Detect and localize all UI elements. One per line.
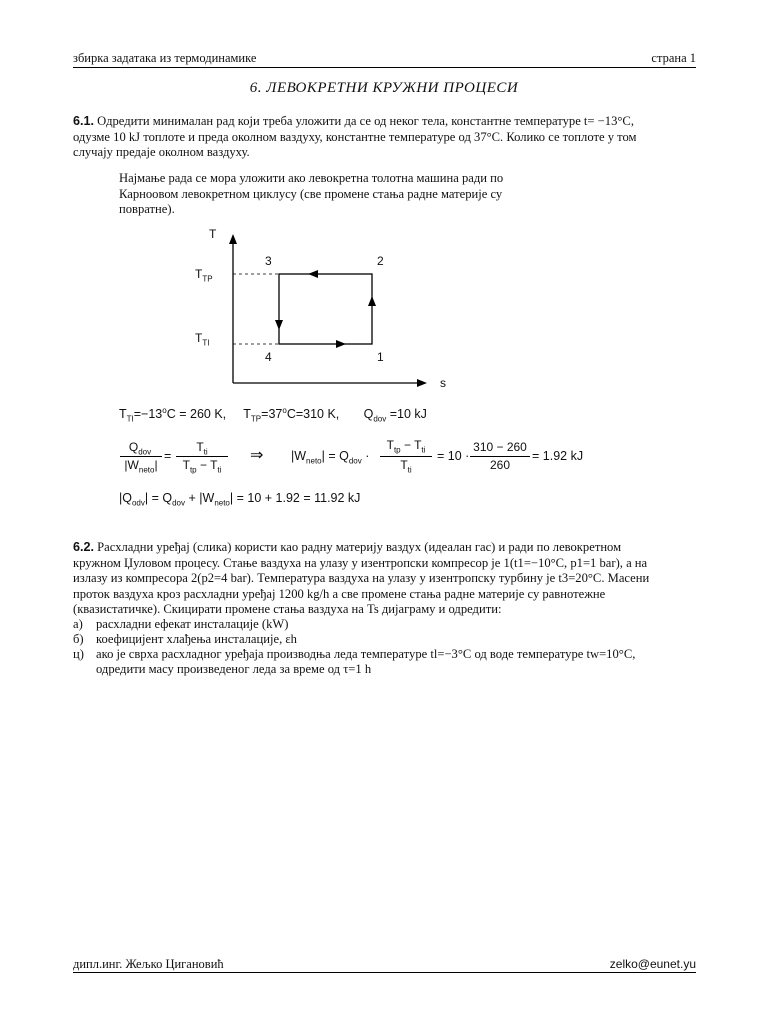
ttp-label: $T_{TP}$: [195, 267, 213, 284]
frac1-line: [120, 456, 162, 457]
frac3-line: [380, 456, 432, 457]
tti-label: $T_{TI}$: [195, 331, 210, 348]
list-item-c: ц): [73, 647, 84, 661]
frac1-num: $Q_{dov}$: [128, 440, 152, 457]
frac2-line: [176, 456, 228, 457]
frac4-line: [470, 456, 530, 457]
solution-note: [119, 171, 579, 218]
q-odv-line: $|Q_{odv}| = Q_{dov} + |W_{neto}| = 10 + 1.92 = 11.92$ kJ: [119, 491, 361, 508]
mid-expression: = 10 ·: [437, 449, 470, 463]
list-item-c-text: ако је сврха расхладног уређаја производња леда температуре tl=−3°C од воде температуре tw=10°C,: [96, 647, 636, 661]
w-neto-lhs: $|W_{neto}| = Q_{dov}$ ·: [291, 449, 370, 466]
header-right: страна 1: [651, 51, 696, 65]
frac2-num: $T_{ti}$: [196, 440, 208, 457]
frac1-den: $|W_{neto}|$: [124, 458, 158, 475]
note-line3: повратне).: [119, 202, 175, 216]
footer-left: дипл.инг. Жељко Цигановић: [73, 957, 224, 971]
problem-6-2-line3: излазу из компресора 2(p2=4 bar). Температура ваздуха на улазу у изентропску турбину је t3=20°C. Масени: [73, 571, 650, 585]
problem-6-1: [73, 114, 713, 161]
point-2-label: 2: [377, 254, 384, 268]
frac3-den: $T_{ti}$: [400, 458, 412, 475]
footer-rule: [73, 972, 696, 973]
list-item-b: б): [73, 632, 84, 646]
frac4-den: 260: [489, 458, 511, 472]
point-1-label: 1: [377, 350, 384, 364]
frac4-num: 310 − 260: [473, 440, 527, 454]
axis-t-label: T: [209, 227, 217, 241]
ts-diagram: [180, 220, 470, 400]
problem-number: 6.1.: [73, 114, 95, 128]
section-title: 6. ЛЕВОКРЕТНИ КРУЖНИ ПРОЦЕСИ: [249, 80, 519, 96]
list-item-a-text: расхладни ефекат инсталације (kW): [96, 617, 289, 631]
frac3-num: $T_{tp} - T_{ti}$: [386, 438, 426, 455]
list-item-b-text: коефицијент хлађења инсталације, εh: [96, 632, 297, 646]
point-3-label: 3: [265, 254, 272, 268]
header-rule: [73, 67, 696, 68]
axis-s-label: s: [440, 376, 446, 390]
point-4-label: 4: [265, 350, 272, 364]
problem-6-2-line4: проток ваздуха кроз расхладни уређај 1200 kg/h а све промене стања радне материје су равнотежне: [73, 586, 606, 601]
problem-6-2-line2: кружном Џуловом процесу. Стање ваздуха на улазу у изентропски компресор је 1(t1=−10°C, p1=1 bar), а на: [73, 555, 648, 570]
problem-6-1-line1: 6.1. Одредити минималан рад који треба уложити да се од неког тела, константне температуре t= −13°C,: [73, 114, 634, 128]
list-item-c-cont: одредити масу произведеног леда за време од τ=1 h: [96, 662, 372, 676]
problem-number: 6.2.: [73, 540, 95, 554]
problem-6-1-line3: случају предаје околном ваздуху.: [73, 145, 250, 159]
eq-sign-1: =: [164, 449, 172, 463]
note-line2: Карноовом левокретном циклусу (све промене стања радне материје су: [119, 186, 503, 201]
result-value: = 1.92 kJ: [532, 449, 584, 463]
problem-6-2-line5: (квазистатичке). Скицирати промене стања ваздуха на Ts дијаграму и одредити:: [73, 602, 502, 616]
header-left: збирка задатака из термодинамике: [73, 51, 257, 65]
given-values: $T_{TI}=-13^oC = 260$ K, $T_{TP}=37^oC=310$ K, $Q_{dov} =10$ kJ: [119, 406, 427, 424]
problem-6-1-line2: одузме 10 kJ топлоте и преда околном ваздуху, константне температуре од 37°C. Колико се топлоте у том: [73, 129, 637, 144]
note-line1: Најмање рада се мора уложити ако левокретна толотна машина ради по: [119, 171, 504, 185]
problem-6-2: [73, 540, 713, 618]
footer-email[interactable]: zelko@eunet.yu: [609, 957, 696, 971]
frac2-den: $T_{tp} - T_{ti}$: [182, 458, 222, 475]
list-item-a: а): [73, 617, 83, 631]
implies-arrow: ⇒: [250, 447, 264, 464]
problem-6-2-line1: 6.2. Расхладни уређај (слика) користи као радну материју ваздух (идеалан гас) и ради по левокретном: [73, 540, 622, 554]
